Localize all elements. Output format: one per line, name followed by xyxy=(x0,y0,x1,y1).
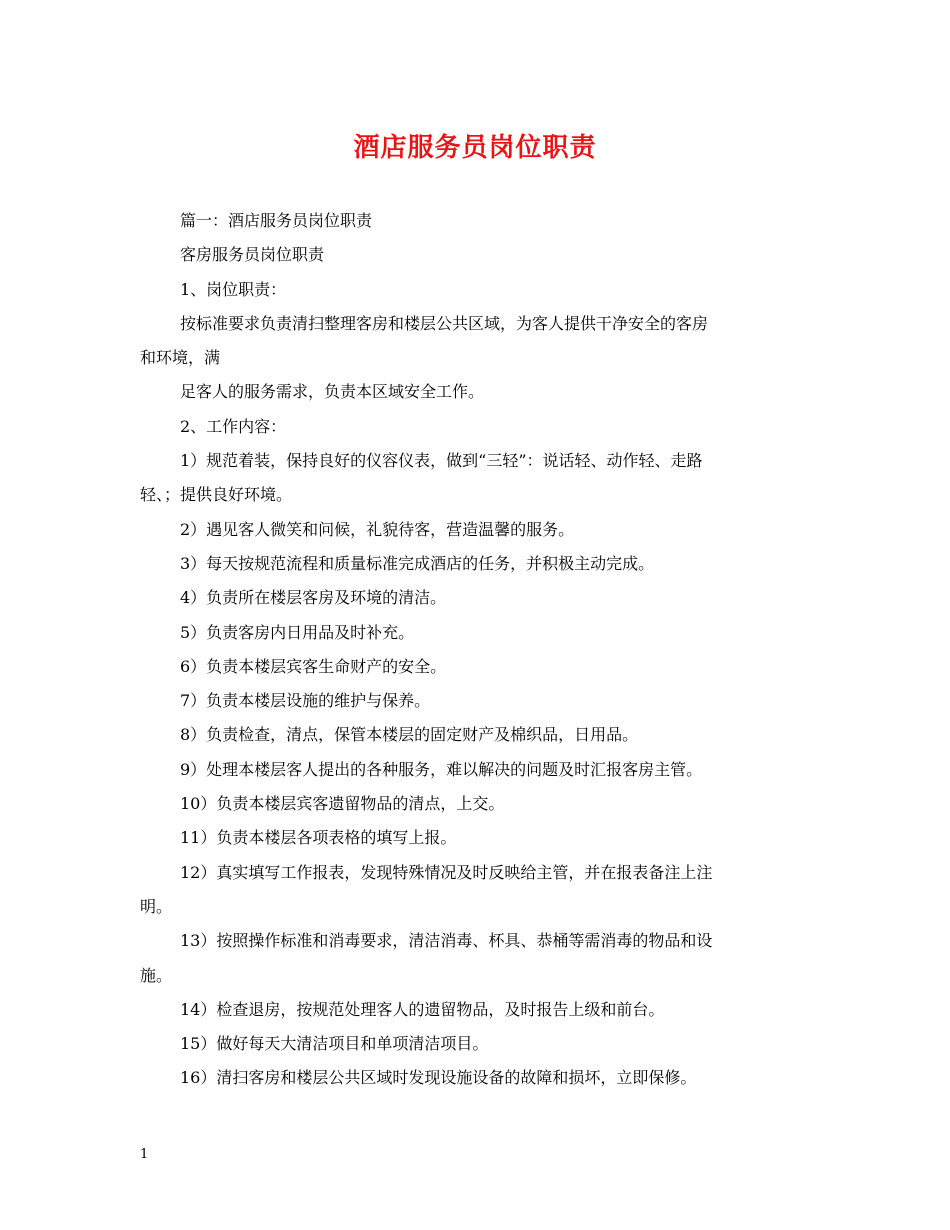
document-title: 酒店服务员岗位职责 xyxy=(353,133,597,163)
list-item: 5）负责客房内日用品及时补充。 xyxy=(180,622,415,642)
list-item-line: 明。 xyxy=(140,896,173,916)
list-item: 10）负责本楼层宾客遗留物品的清点，上交。 xyxy=(180,794,505,814)
list-item: 11）负责本楼层各项表格的填写上报。 xyxy=(180,828,457,848)
list-item xyxy=(140,856,815,925)
list-item-line: 13）按照操作标准和消毒要求，清洁消毒、杯具、恭桶等需消毒的物品和设 xyxy=(180,931,713,951)
list-item: 8）负责检查，清点，保管本楼层的固定财产及棉织品，日用品。 xyxy=(180,725,639,745)
item-heading: 1、岗位职责： xyxy=(180,279,287,299)
list-item xyxy=(140,444,815,513)
paragraph-line: 和环境，满 xyxy=(140,348,221,368)
list-item: 16）清扫客房和楼层公共区域时发现设施设备的故障和损坏，立即保修。 xyxy=(180,1068,697,1088)
list-item: 4）负责所在楼层客房及环境的清洁。 xyxy=(180,588,447,608)
list-item xyxy=(140,924,815,993)
paragraph xyxy=(140,307,815,376)
list-item: 3）每天按规范流程和质量标准完成酒店的任务，并积极主动完成。 xyxy=(180,553,655,573)
page-number: 1 xyxy=(140,1147,149,1162)
paragraph: 足客人的服务需求，负责本区域安全工作。 xyxy=(180,382,485,402)
list-item-line: 轻、；提供良好环境。 xyxy=(140,485,293,505)
list-item-line: 施。 xyxy=(140,965,173,985)
list-item: 15）做好每天大清洁项目和单项清洁项目。 xyxy=(180,1034,489,1054)
list-item-line: 12）真实填写工作报表，发现特殊情况及时反映给主管，并在报表备注上注 xyxy=(180,862,713,882)
list-item: 7）负责本楼层设施的维护与保养。 xyxy=(180,691,431,711)
section-heading: 篇一：酒店服务员岗位职责 xyxy=(180,211,373,230)
list-item: 9）处理本楼层客人提出的各种服务，难以解决的问题及时汇报客房主管。 xyxy=(180,759,703,779)
list-item: 2）遇见客人微笑和问候，礼貌待客，营造温馨的服务。 xyxy=(180,519,575,539)
paragraph-line: 按标准要求负责清扫整理客房和楼层公共区域，为客人提供干净安全的客房 xyxy=(180,313,709,333)
list-item-line: 1）规范着装，保持良好的仪容仪表，做到“三轻”：说话轻、动作轻、走路 xyxy=(180,451,703,471)
subsection-heading: 客房服务员岗位职责 xyxy=(180,245,325,265)
list-item: 6）负责本楼层宾客生命财产的安全。 xyxy=(180,656,447,676)
document-body xyxy=(140,204,815,1096)
item-heading: 2、工作内容： xyxy=(180,416,287,436)
list-item: 14）检查退房，按规范处理客人的遗留物品，及时报告上级和前台。 xyxy=(180,999,665,1019)
